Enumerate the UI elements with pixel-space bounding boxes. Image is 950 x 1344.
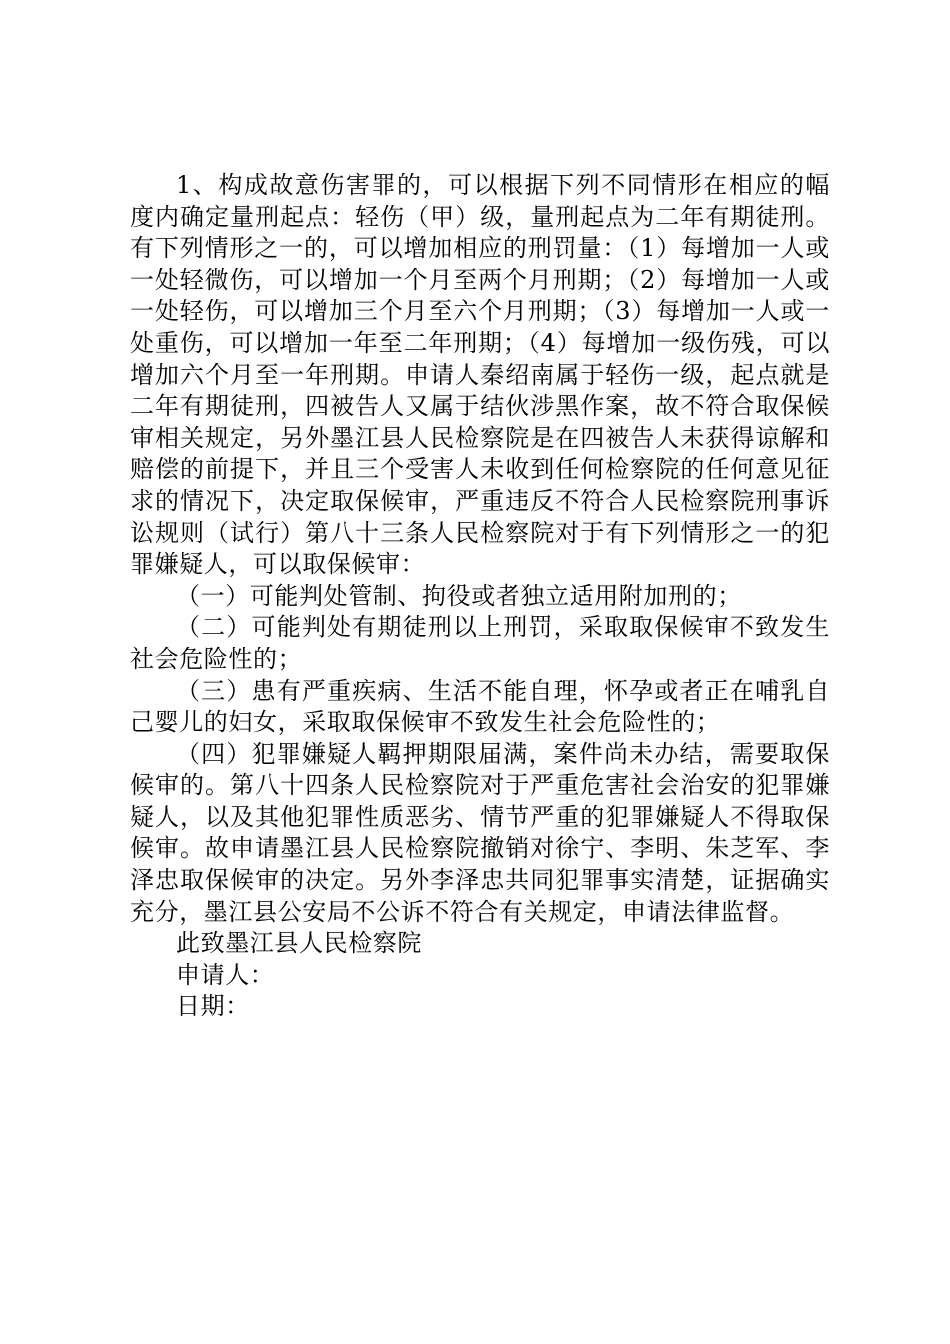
closing-addressee: 此致墨江县人民检察院: [176, 929, 422, 958]
paragraph-item-2: （二）可能判处有期徒刑以上刑罚，采取取保候审不致发生社会危险性的；: [130, 613, 830, 673]
paragraph-item-4: （四）犯罪嫌疑人羁押期限届满，案件尚未办结，需要取保候审的。第八十四条人民检察院对于严重危害社会治安的犯罪嫌疑人，以及其他犯罪性质恶劣、情节严重的犯罪嫌疑人不得取保候审。故申请墨江县人民检察院撤销对徐宁、李明、朱芝军、李泽忠取保候审的决定。另外李泽忠共同犯罪事实清楚，证据确实充分，墨江县公安局不公诉不符合有关规定，申请法律监督。: [130, 739, 830, 926]
paragraph-item-3: （三）患有严重疾病、生活不能自理，怀孕或者正在哺乳自己婴儿的妇女，采取取保候审不致发生社会危险性的；: [130, 676, 830, 737]
paragraph-item-1: （一）可能判处管制、拘役或者独立适用附加刑的；: [176, 581, 742, 610]
paragraph-sentencing-rules: 1、构成故意伤害罪的，可以根据下列不同情形在相应的幅度内确定量刑起点：轻伤（甲）级，量刑起点为二年有期徒刑。有下列情形之一的，可以增加相应的刑罚量：（1）每增加一人或一处轻微伤，可以增加一个月至两个月刑期；（2）每增加一人或一处轻伤，可以增加三个月至六个月刑期；（3）每增加一人或一处重伤，可以增加一年至二年刑期；（4）每增加一级伤残，可以增加六个月至一年刑期。申请人秦绍南属于轻伤一级，起点就是二年有期徒刑，四被告人又属于结伙涉黑作案，故不符合取保候审相关规定，另外墨江县人民检察院是在四被告人未获得谅解和赔偿的前提下，并且三个受害人未收到任何检察院的任何意见征求的情况下，决定取保候审，严重违反不符合人民检察院刑事诉讼规则（试行）第八十三条人民检察院对于有下列情形之一的犯罪嫌疑人，可以取保候审：: [130, 171, 830, 579]
date-label: 日期：: [176, 992, 250, 1021]
applicant-label: 申请人：: [176, 960, 275, 989]
document-body: [130, 170, 830, 1023]
